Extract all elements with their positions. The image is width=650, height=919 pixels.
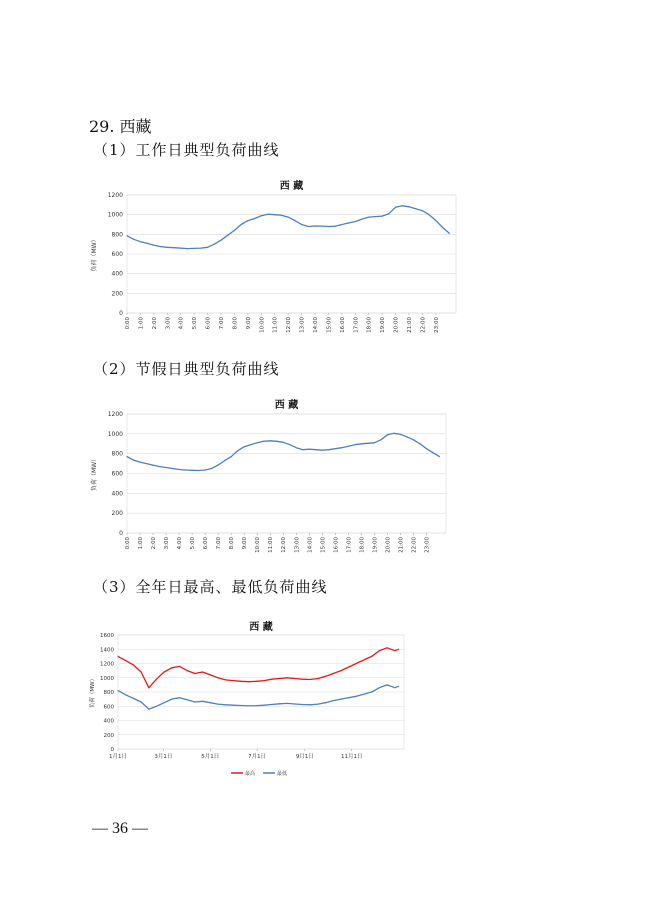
data-point xyxy=(380,439,381,440)
data-point xyxy=(341,224,342,225)
data-point xyxy=(394,650,395,651)
data-point xyxy=(187,248,188,249)
data-point xyxy=(171,699,172,700)
x-tick-label: 7月1日 xyxy=(248,754,267,760)
data-point xyxy=(202,701,203,702)
data-point xyxy=(348,222,349,223)
data-point xyxy=(117,690,118,691)
x-tick-label: 0:00 xyxy=(125,537,131,550)
data-point xyxy=(322,450,323,451)
data-point xyxy=(234,230,235,231)
data-point xyxy=(220,240,221,241)
data-point xyxy=(156,706,157,707)
data-point xyxy=(426,448,427,449)
x-tick-label: 8:00 xyxy=(229,537,236,550)
data-point xyxy=(328,226,329,227)
legend-label: 最低 xyxy=(277,771,288,777)
data-point xyxy=(263,441,264,442)
y-tick-label: 600 xyxy=(111,470,123,478)
data-point xyxy=(133,239,134,240)
x-tick-label: 4:00 xyxy=(177,537,184,550)
data-point xyxy=(341,447,342,448)
x-tick-label: 23:00 xyxy=(424,537,431,553)
x-tick-label: 5:00 xyxy=(192,317,199,330)
y-axis-label: 负荷（MW） xyxy=(91,455,98,492)
chart-workday xyxy=(88,177,468,339)
data-point xyxy=(375,216,376,217)
subsection-title-holiday: （2）节假日典型负荷曲线 xyxy=(93,360,280,378)
data-point xyxy=(419,443,420,444)
x-tick-label: 3:00 xyxy=(165,317,172,330)
data-point xyxy=(402,205,403,206)
data-point xyxy=(398,686,399,687)
y-tick-label: 200 xyxy=(111,290,123,298)
data-point xyxy=(139,461,140,462)
data-point xyxy=(400,434,401,435)
y-tick-label: 400 xyxy=(111,270,123,278)
chart-annual-svg xyxy=(86,613,426,783)
y-tick-label: 1000 xyxy=(100,675,114,682)
data-point xyxy=(368,217,369,218)
x-tick-label: 20:00 xyxy=(385,537,392,553)
data-point xyxy=(325,676,326,677)
data-point xyxy=(415,208,416,209)
data-point xyxy=(180,248,181,249)
data-point xyxy=(267,214,268,215)
data-point xyxy=(309,449,310,450)
data-point xyxy=(288,217,289,218)
x-tick-label: 18:00 xyxy=(359,537,366,553)
page-number: — 36 — xyxy=(92,820,148,837)
x-tick-label: 19:00 xyxy=(372,537,379,553)
data-point xyxy=(302,704,303,705)
x-tick-label: 10:00 xyxy=(259,317,266,333)
y-tick-label: 400 xyxy=(111,490,123,498)
y-tick-label: 1600 xyxy=(100,633,114,639)
data-point xyxy=(140,701,141,702)
data-point xyxy=(240,681,241,682)
x-tick-label: 17:00 xyxy=(353,317,360,333)
y-tick-label: 800 xyxy=(103,690,114,696)
data-point xyxy=(363,694,364,695)
data-point xyxy=(335,448,336,449)
y-tick-label: 600 xyxy=(103,704,114,711)
x-tick-label: 23:00 xyxy=(433,317,440,333)
data-point xyxy=(271,679,272,680)
y-tick-label: 1000 xyxy=(107,211,123,219)
data-point xyxy=(179,666,180,667)
x-tick-label: 1:00 xyxy=(138,317,145,330)
x-tick-label: 7:00 xyxy=(219,317,225,330)
data-point xyxy=(187,699,188,700)
data-point xyxy=(198,470,199,471)
y-tick-label: 600 xyxy=(111,251,123,258)
data-point xyxy=(283,442,284,443)
data-point xyxy=(178,469,179,470)
data-point xyxy=(256,705,257,706)
data-point xyxy=(192,470,193,471)
data-point xyxy=(241,224,242,225)
data-point xyxy=(279,703,280,704)
data-point xyxy=(361,218,362,219)
data-point xyxy=(237,450,238,451)
data-point xyxy=(335,226,336,227)
x-tick-label: 14:00 xyxy=(313,317,319,333)
subsection-title-workday: （1）工作日典型负荷曲线 xyxy=(93,141,280,159)
series-line xyxy=(127,433,440,470)
x-tick-label: 8:00 xyxy=(232,317,239,330)
data-point xyxy=(348,697,349,698)
x-tick-label: 1月1日 xyxy=(109,754,127,760)
x-tick-label: 15:00 xyxy=(320,537,327,553)
y-tick-label: 800 xyxy=(111,231,123,239)
x-tick-label: 13:00 xyxy=(299,317,306,333)
data-point xyxy=(153,245,154,246)
data-point xyxy=(140,241,141,242)
data-point xyxy=(211,468,212,469)
data-point xyxy=(356,663,357,664)
data-point xyxy=(276,441,277,442)
x-tick-label: 9月1日 xyxy=(295,754,314,760)
x-tick-label: 9:00 xyxy=(242,537,249,550)
data-point xyxy=(302,449,303,450)
section-title: 西藏 xyxy=(119,117,152,136)
data-point xyxy=(279,678,280,679)
y-axis-label: 负荷（MW） xyxy=(91,236,98,272)
data-point xyxy=(296,447,297,448)
y-tick-label: 200 xyxy=(111,510,123,518)
data-point xyxy=(355,221,356,222)
data-point xyxy=(233,705,234,706)
data-point xyxy=(231,456,232,457)
data-point xyxy=(256,681,257,682)
chart-title: 西 藏 xyxy=(249,622,273,633)
data-point xyxy=(354,444,355,445)
y-tick-label: 800 xyxy=(111,450,123,458)
data-point xyxy=(225,704,226,705)
data-point xyxy=(422,210,423,211)
data-point xyxy=(386,647,387,648)
data-point xyxy=(432,452,433,453)
x-tick-label: 0:00 xyxy=(125,317,131,330)
data-point xyxy=(247,220,248,221)
x-tick-label: 3:00 xyxy=(164,537,171,550)
data-point xyxy=(348,666,349,667)
data-point xyxy=(217,677,218,678)
y-tick-label: 1200 xyxy=(107,192,123,199)
data-point xyxy=(406,436,407,437)
y-tick-label: 1400 xyxy=(100,647,114,654)
data-point xyxy=(294,703,295,704)
x-tick-label: 16:00 xyxy=(339,317,346,333)
data-point xyxy=(429,214,430,215)
data-point xyxy=(146,463,147,464)
x-tick-label: 6:00 xyxy=(205,317,212,330)
data-point xyxy=(435,220,436,221)
data-point xyxy=(449,233,450,234)
x-tick-label: 21:00 xyxy=(398,537,405,553)
y-tick-label: 1000 xyxy=(107,430,123,438)
data-point xyxy=(340,699,341,700)
data-point xyxy=(133,460,134,461)
data-point xyxy=(348,446,349,447)
data-point xyxy=(164,702,165,703)
data-point xyxy=(185,469,186,470)
x-tick-label: 22:00 xyxy=(420,317,427,333)
data-point xyxy=(126,456,127,457)
y-tick-label: 0 xyxy=(119,530,123,537)
data-point xyxy=(160,246,161,247)
data-point xyxy=(398,649,399,650)
data-point xyxy=(210,674,211,675)
data-point xyxy=(244,446,245,447)
x-tick-label: 3月1日 xyxy=(154,754,173,760)
x-tick-label: 9:00 xyxy=(245,317,252,330)
section-heading xyxy=(89,114,152,137)
data-point xyxy=(171,667,172,668)
data-point xyxy=(125,694,126,695)
data-point xyxy=(152,464,153,465)
data-point xyxy=(361,443,362,444)
x-tick-label: 2:00 xyxy=(151,537,158,550)
data-point xyxy=(248,705,249,706)
data-point xyxy=(314,225,315,226)
data-point xyxy=(442,227,443,228)
data-point xyxy=(167,247,168,248)
x-tick-label: 15:00 xyxy=(326,317,333,333)
data-point xyxy=(394,687,395,688)
x-tick-label: 16:00 xyxy=(333,537,340,553)
data-point xyxy=(218,464,219,465)
chart-holiday xyxy=(88,394,468,558)
x-tick-label: 2:00 xyxy=(151,317,158,330)
y-tick-label: 200 xyxy=(103,732,114,739)
data-point xyxy=(202,671,203,672)
data-point xyxy=(257,442,258,443)
data-point xyxy=(205,469,206,470)
data-point xyxy=(210,702,211,703)
data-point xyxy=(274,214,275,215)
data-point xyxy=(224,460,225,461)
x-tick-label: 11:00 xyxy=(272,317,279,333)
data-point xyxy=(254,218,255,219)
x-tick-label: 6:00 xyxy=(203,537,210,550)
data-point xyxy=(386,684,387,685)
data-point xyxy=(140,671,141,672)
data-point xyxy=(408,206,409,207)
data-point xyxy=(328,449,329,450)
data-point xyxy=(164,671,165,672)
data-point xyxy=(250,444,251,445)
data-point xyxy=(148,709,149,710)
data-point xyxy=(393,433,394,434)
data-point xyxy=(261,215,262,216)
data-point xyxy=(117,656,118,657)
data-point xyxy=(317,704,318,705)
data-point xyxy=(294,220,295,221)
data-point xyxy=(179,697,180,698)
data-point xyxy=(214,244,215,245)
data-point xyxy=(133,664,134,665)
data-point xyxy=(317,678,318,679)
data-point xyxy=(287,677,288,678)
data-point xyxy=(374,442,375,443)
data-point xyxy=(387,434,388,435)
data-point xyxy=(240,705,241,706)
y-tick-label: 400 xyxy=(103,718,114,725)
data-point xyxy=(172,468,173,469)
x-tick-label: 22:00 xyxy=(411,537,418,553)
data-point xyxy=(173,247,174,248)
data-point xyxy=(294,678,295,679)
data-point xyxy=(371,656,372,657)
legend-label: 最高 xyxy=(245,771,256,777)
y-tick-label: 0 xyxy=(119,310,123,317)
x-tick-label: 4:00 xyxy=(178,317,185,330)
data-point xyxy=(187,670,188,671)
data-point xyxy=(301,224,302,225)
chart-annual xyxy=(86,613,426,787)
data-point xyxy=(207,247,208,248)
data-point xyxy=(310,704,311,705)
data-point xyxy=(194,673,195,674)
y-tick-label: 1200 xyxy=(107,411,123,418)
x-tick-label: 11月1日 xyxy=(340,754,363,760)
x-tick-label: 7:00 xyxy=(216,537,223,550)
data-point xyxy=(333,673,334,674)
x-tick-label: 20:00 xyxy=(393,317,400,333)
y-tick-label: 0 xyxy=(110,747,114,753)
data-point xyxy=(148,687,149,688)
section-number: 29. xyxy=(89,117,115,136)
data-point xyxy=(263,680,264,681)
x-tick-label: 18:00 xyxy=(366,317,373,333)
x-tick-label: 12:00 xyxy=(286,317,293,333)
data-point xyxy=(133,698,134,699)
series-line xyxy=(127,206,449,249)
y-axis-label: 负荷（MW） xyxy=(90,675,96,709)
y-tick-label: 1200 xyxy=(100,661,114,668)
data-point xyxy=(325,702,326,703)
series-line-min xyxy=(118,685,399,709)
x-tick-label: 10:00 xyxy=(255,537,262,553)
data-point xyxy=(270,440,271,441)
data-point xyxy=(439,456,440,457)
data-point xyxy=(289,444,290,445)
x-tick-label: 5月1日 xyxy=(201,754,220,760)
x-tick-label: 13:00 xyxy=(294,537,301,553)
data-point xyxy=(333,700,334,701)
subsection-title-annual: （3）全年日最高、最低负荷曲线 xyxy=(93,578,328,596)
data-point xyxy=(225,679,226,680)
chart-workday-svg xyxy=(88,177,468,335)
data-point xyxy=(126,235,127,236)
data-point xyxy=(315,449,316,450)
x-tick-label: 5:00 xyxy=(190,537,197,550)
data-point xyxy=(281,215,282,216)
data-point xyxy=(413,439,414,440)
data-point xyxy=(371,691,372,692)
series-line-max xyxy=(118,648,399,688)
data-point xyxy=(217,704,218,705)
data-point xyxy=(165,467,166,468)
data-point xyxy=(321,225,322,226)
x-tick-label: 17:00 xyxy=(346,537,353,553)
data-point xyxy=(379,687,380,688)
data-point xyxy=(363,659,364,660)
data-point xyxy=(308,226,309,227)
data-point xyxy=(147,243,148,244)
data-point xyxy=(156,679,157,680)
data-point xyxy=(367,443,368,444)
data-point xyxy=(395,207,396,208)
data-point xyxy=(340,670,341,671)
data-point xyxy=(271,704,272,705)
data-point xyxy=(227,235,228,236)
data-point xyxy=(379,650,380,651)
data-point xyxy=(194,248,195,249)
data-point xyxy=(125,660,126,661)
x-tick-label: 11:00 xyxy=(268,537,275,553)
data-point xyxy=(388,213,389,214)
x-tick-label: 1:00 xyxy=(138,537,145,550)
chart-title: 西 藏 xyxy=(279,181,304,192)
data-point xyxy=(263,705,264,706)
data-point xyxy=(302,679,303,680)
x-tick-label: 19:00 xyxy=(380,317,387,333)
chart-title: 西 藏 xyxy=(274,400,299,411)
data-point xyxy=(194,701,195,702)
data-point xyxy=(356,696,357,697)
data-point xyxy=(248,681,249,682)
data-point xyxy=(287,703,288,704)
x-tick-label: 12:00 xyxy=(281,537,288,553)
data-point xyxy=(382,216,383,217)
data-point xyxy=(233,680,234,681)
data-point xyxy=(159,466,160,467)
chart-holiday-svg xyxy=(88,394,468,554)
x-tick-label: 21:00 xyxy=(407,317,413,333)
data-point xyxy=(310,679,311,680)
x-tick-label: 14:00 xyxy=(307,537,314,553)
data-point xyxy=(200,248,201,249)
